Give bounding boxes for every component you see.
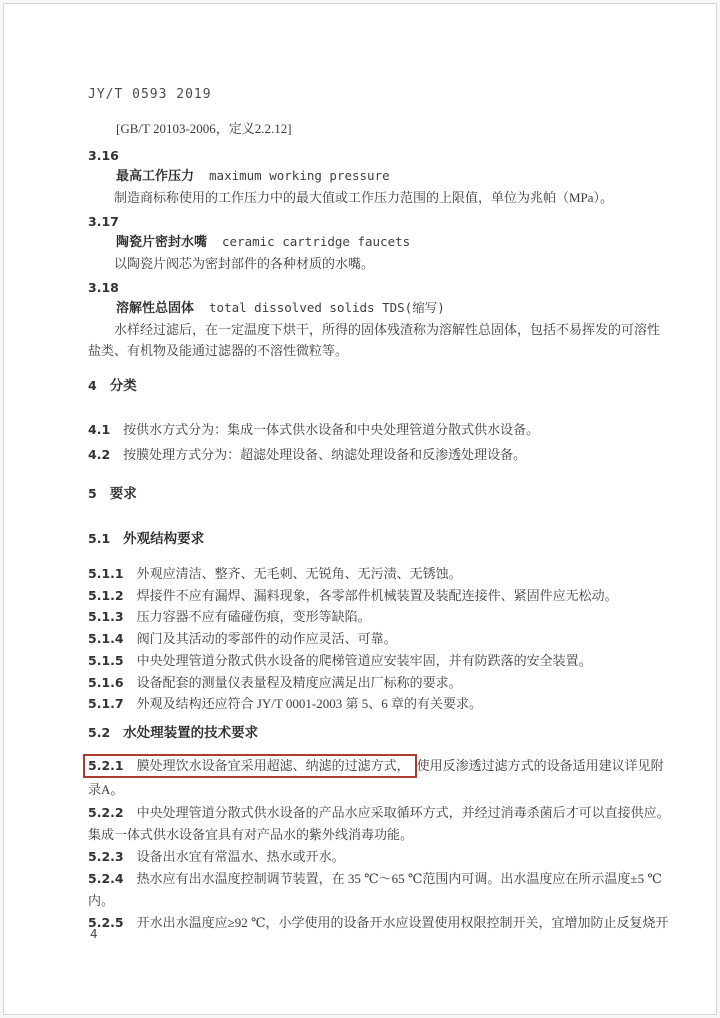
clause-5-1-6: 5.1.6 设备配套的测量仪表量程及精度应满足出厂标称的要求。 <box>88 674 462 690</box>
term-en: total dissolved solids TDS(缩写) <box>209 300 445 315</box>
doc-code-header: JY/T 0593 2019 <box>88 87 212 102</box>
term-zh: 陶瓷片密封水嘴 <box>116 235 208 250</box>
clause-5-1-5: 5.1.5 中央处理管道分散式供水设备的爬梯管道应安装牢固，并有防跌落的安全装置。 <box>88 652 592 668</box>
term-en: maximum working pressure <box>209 168 390 183</box>
term-definition: 以陶瓷片阀芯为密封部件的各种材质的水嘴。 <box>114 256 375 271</box>
reference-note: [GB/T 20103-2006，定义2.2.12] <box>116 121 292 136</box>
classification-items <box>88 417 670 467</box>
section-heading-requirements: 5 要求 <box>88 486 137 502</box>
clause-5-1-1: 5.1.1 外观应清洁、整齐、无毛刺、无锐角、无污渍、无锈蚀。 <box>88 566 462 581</box>
term-number: 3.18 <box>88 280 119 295</box>
subsection-heading-water-treatment: 5.2 水处理装置的技术要求 <box>88 724 259 741</box>
term-definition: 制造商标称使用的工作压力中的最大值或工作压力范围的上限值，单位为兆帕（MPa）。 <box>114 190 614 205</box>
appearance-items <box>88 563 670 715</box>
clause-5-2-1: 5.2.1 膜处理饮水设备宜采用超滤、纳滤的过滤方式， 使用反渗透过滤方式的设备适用建议详见附录A。 <box>88 754 670 802</box>
term-number: 3.17 <box>88 214 119 229</box>
water-treatment-items <box>88 754 670 934</box>
clause-5-2-2: 5.2.2 中央处理管道分散式供水设备的产品水应采取循环方式，并经过消毒杀菌后才可以直接供应。集成一体式供水设备宜具有对产品水的紫外线消毒功能。 <box>88 804 670 842</box>
term-en: ceramic cartridge faucets <box>222 234 411 249</box>
section-heading-classification: 4 分类 <box>88 378 137 394</box>
term-number: 3.16 <box>88 148 119 163</box>
term-heading <box>116 298 670 319</box>
term-zh: 溶解性总固体 <box>116 301 195 316</box>
term-definition: 水样经过滤后，在一定温度下烘干，所得的固体残渣称为溶解性总固体，包括不易挥发的可溶性盐类、有机物及能通过滤器的不溶性微粒等。 <box>88 322 661 358</box>
clause-5-1-7: 5.1.7 外观及结构还应符合 JY/T 0001-2003 第 5、6 章的有关要求。 <box>88 696 482 712</box>
clause-5-2-4: 5.2.4 热水应有出水温度控制调节装置，在 35 ℃～65 ℃范围内可调。出水温度应在所示温度±5 ℃内。 <box>88 870 662 908</box>
red-annotation-box: 5.2.1 膜处理饮水设备宜采用超滤、纳滤的过滤方式， <box>83 754 417 778</box>
clause-5-2-5: 5.2.5 开水出水温度应≥92 ℃，小学使用的设备开水应设置使用权限控制开关，宜增加防止反复烧开 <box>88 914 669 930</box>
clause-5-2-3: 5.2.3 设备出水宜有常温水、热水或开水。 <box>88 848 345 864</box>
page-content <box>88 84 670 934</box>
clause-5-1-3: 5.1.3 压力容器不应有磕碰伤痕，变形等缺陷。 <box>88 609 371 625</box>
clause-5-1-4: 5.1.4 阀门及其活动的零部件的动作应灵活、可靠。 <box>88 631 397 647</box>
subsection-heading-appearance: 5.1 外观结构要求 <box>88 531 205 547</box>
clause-4-2: 4.2 按膜处理方式分为：超滤处理设备、纳滤处理设备和反渗透处理设备。 <box>88 447 527 462</box>
clause-4-1: 4.1 按供水方式分为：集成一体式供水设备和中央处理管道分散式供水设备。 <box>88 422 540 437</box>
page-number: 4 <box>90 927 98 941</box>
term-heading <box>116 232 670 253</box>
term-zh: 最高工作压力 <box>116 169 195 184</box>
document-page <box>3 3 717 1015</box>
clause-5-1-2: 5.1.2 焊接件不应有漏焊、漏料现象，各零部件机械装置及装配连接件、紧固件应无松动。 <box>88 587 618 603</box>
term-heading <box>116 166 670 187</box>
